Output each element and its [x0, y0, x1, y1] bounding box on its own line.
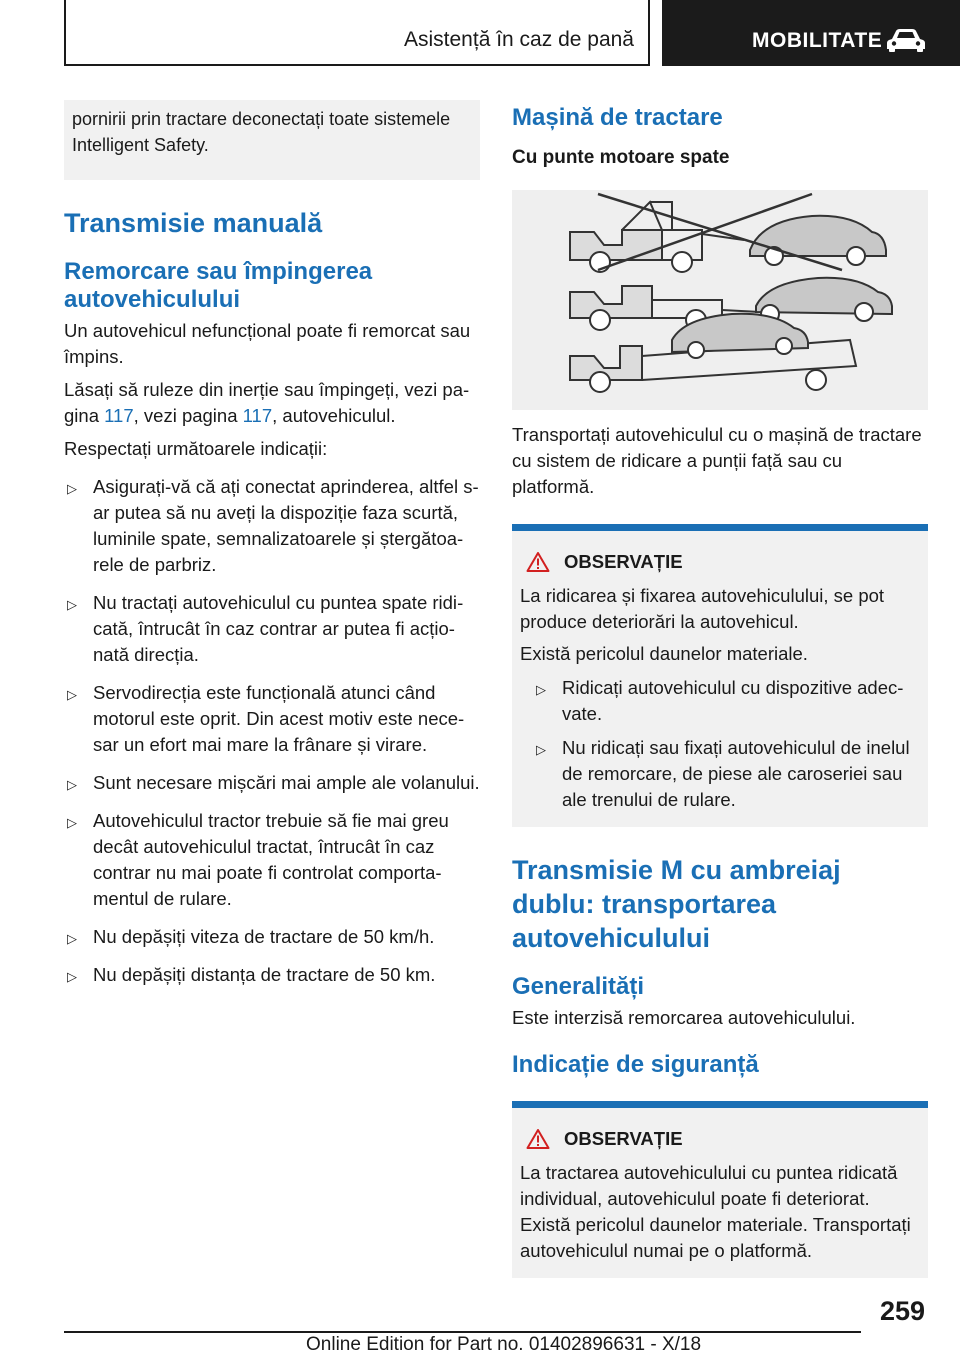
notice-box-towing	[512, 1101, 928, 1278]
heading-towing-pushing: Remorcare sau împingerea autovehiculului	[64, 258, 373, 313]
heading-m-dct-transport: Transmisie M cu ambreiaj dublu: transportarea autovehiculului	[512, 855, 841, 953]
heading-manual-transmission: Transmisie manuală	[64, 208, 323, 238]
header-section-box	[64, 0, 650, 66]
list-item	[64, 680, 480, 758]
right-column	[512, 100, 928, 1278]
page-link-117-a[interactable]: 117	[104, 405, 134, 426]
notice-paragraph: La ridicarea și fixarea autovehiculului, se pot produce deteriorări la autovehicul.	[520, 585, 885, 632]
list-item	[64, 474, 480, 578]
list-item	[520, 735, 920, 813]
list-item	[64, 962, 480, 988]
notice-title	[520, 549, 920, 575]
ref-text-a: Lăsați să ruleze din inerție sau împingeți, vezi pagina	[64, 379, 470, 426]
triangle-bullet-icon: ▷	[67, 481, 77, 496]
triangle-bullet-icon: ▷	[67, 687, 77, 702]
page-link-117-b[interactable]: 117	[242, 405, 273, 426]
notice-paragraph: Există pericolul daunelor materiale.	[520, 643, 808, 664]
header-chapter-title: MOBILITATE	[752, 29, 883, 52]
note-box	[64, 100, 480, 180]
list-item-text: Nu tractați autovehiculul cu puntea spate ridicată, întrucât în caz contrar ar putea fi acționată direcția.	[93, 592, 464, 665]
list-item-text: Nu depășiți viteza de tractare de 50 km/h.	[93, 926, 435, 947]
heading-tow-truck: Mașină de tractare	[512, 104, 723, 131]
car-icon	[886, 28, 926, 52]
paragraph-intro: Un autovehicul nefuncțional poate fi remorcat sau împins.	[64, 320, 471, 367]
header-chapter-box	[662, 0, 960, 66]
notice-title	[520, 1126, 920, 1152]
figure-caption: Transportați autovehiculul cu o mașină de tractare cu sistem de ridicare a punții față sau cu platformă.	[512, 424, 922, 497]
footer-divider	[64, 1331, 861, 1333]
triangle-bullet-icon: ▷	[536, 742, 546, 757]
list-item-text: Sunt necesare mișcări mai ample ale volanului.	[93, 772, 480, 793]
heading-general: Generalități	[512, 973, 645, 1000]
heading-safety-note: Indicație de siguranță	[512, 1051, 759, 1078]
ref-text-b: , vezi pagina	[133, 405, 243, 426]
header-section-title: Asistență în caz de pană	[404, 28, 634, 51]
list-item	[64, 590, 480, 668]
ref-text-c: , autovehiculul.	[272, 405, 396, 426]
list-item-text: Nu ridicați sau fixați autovehiculul de inelul de remorcare, de piese ale caroseriei sau ale trenului de rulare.	[562, 737, 910, 810]
notice-title-text: OBSERVAȚIE	[564, 551, 683, 572]
list-item	[64, 808, 480, 912]
list-item-text: Servodirecția este funcțională atunci când motorul este oprit. Din acest motiv este necesar un efort mai mare la frânare și virare.	[93, 682, 465, 755]
triangle-bullet-icon: ▷	[67, 969, 77, 984]
footer-edition: Online Edition for Part no. 01402896631 - X/18	[306, 1334, 702, 1355]
paragraph-references	[64, 377, 480, 429]
triangle-bullet-icon: ▷	[67, 597, 77, 612]
note-text: pornirii prin tractare deconectați toate sistemele Intelligent Safety.	[72, 109, 451, 155]
paragraph-general: Este interzisă remorcarea autovehiculului.	[512, 1007, 856, 1028]
warning-icon	[526, 551, 550, 573]
notice-list	[520, 675, 920, 813]
list-item	[520, 675, 920, 727]
list-item-text: Asigurați-vă că ați conectat aprinderea, altfel s-ar putea să nu aveți la dispoziție faza scurtă, luminile spate, semnalizatoarele și ștergătoarele de parbriz.	[93, 476, 479, 575]
heading-rear-drive: Cu punte motoare spate	[512, 147, 730, 168]
instruction-list	[64, 474, 480, 988]
left-column	[64, 100, 480, 988]
list-item-text: Nu depășiți distanța de tractare de 50 km.	[93, 964, 436, 985]
list-item-text: Autovehiculul tractor trebuie să fie mai greu decât autovehiculul tractat, întrucât în caz contrar nu mai poate fi controlat comportamentul de rulare.	[93, 810, 449, 909]
towing-illustration-svg	[512, 190, 928, 410]
notice-title-text: OBSERVAȚIE	[564, 1128, 683, 1149]
list-item	[64, 924, 480, 950]
warning-icon	[526, 1128, 550, 1150]
triangle-bullet-icon: ▷	[67, 777, 77, 792]
triangle-bullet-icon: ▷	[67, 815, 77, 830]
list-item-text: Ridicați autovehiculul cu dispozitive adecvate.	[562, 677, 904, 724]
paragraph-instructions: Respectați următoarele indicații:	[64, 438, 328, 459]
notice-box-lifting	[512, 524, 928, 827]
page-number: 259	[880, 1296, 926, 1326]
list-item	[64, 770, 480, 796]
notice-paragraph: La tractarea autovehiculului cu puntea ridicată individual, autovehiculul poate fi deteriorat. Există pericolul daunelor materiale. Transportați autovehiculul numai pe o platformă.	[520, 1162, 911, 1261]
towing-illustration	[512, 190, 928, 410]
triangle-bullet-icon: ▷	[536, 682, 546, 697]
triangle-bullet-icon: ▷	[67, 931, 77, 946]
